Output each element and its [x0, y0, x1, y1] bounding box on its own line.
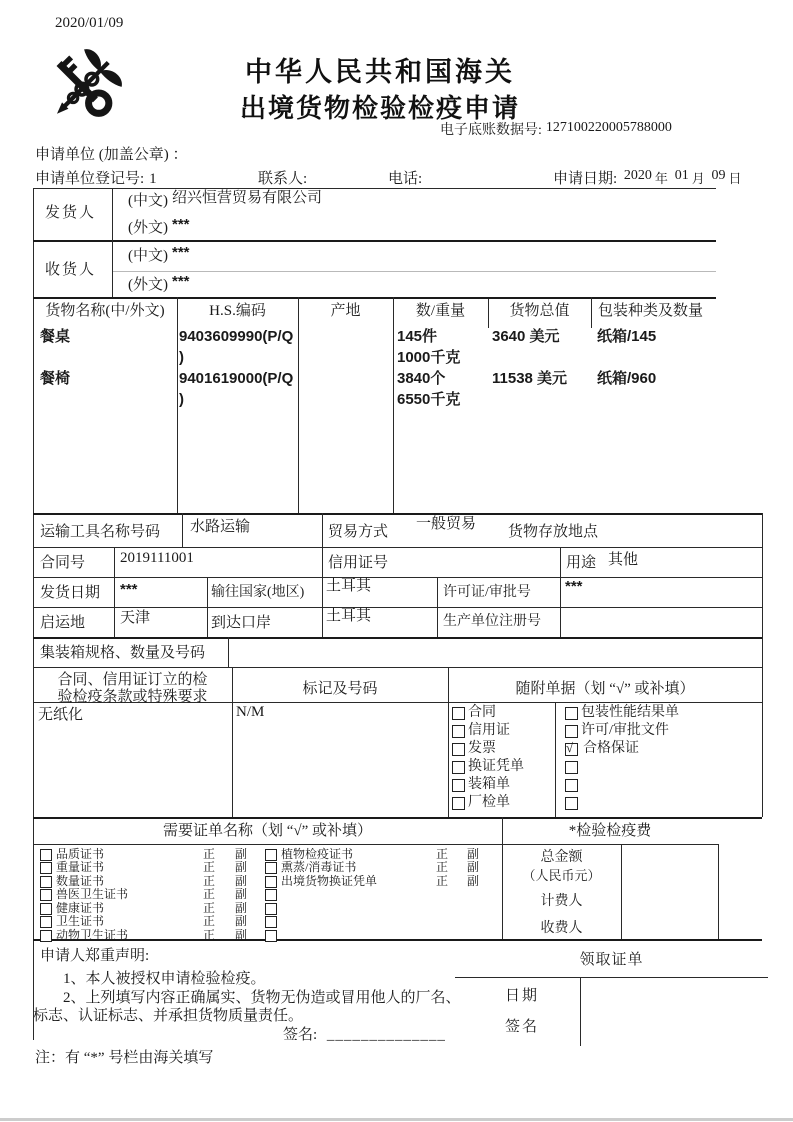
cert-copy: 副	[235, 901, 248, 915]
cert-label: 重量证书	[56, 860, 105, 874]
goods-quantity: 3840个	[397, 370, 446, 387]
clause-header-line1: 合同、信用证订立的检	[57, 672, 208, 688]
table-line	[207, 577, 208, 637]
table-line	[33, 939, 762, 941]
consignor-fn-value: ***	[172, 216, 190, 233]
checkbox-label: 合格保证	[583, 741, 639, 756]
table-line	[182, 513, 183, 547]
checkbox-empty	[265, 889, 277, 901]
cert-copy: 副	[235, 860, 248, 874]
cert-copy: 副	[467, 860, 480, 874]
departure-label: 启运地	[40, 615, 86, 631]
checkbox-factory-inspection	[452, 797, 465, 810]
cert-label: 植物检疫证书	[281, 847, 354, 861]
window-bottom-edge	[0, 1118, 793, 1121]
table-line	[33, 547, 762, 548]
consignor-label: 发货人	[45, 205, 97, 221]
table-line	[437, 577, 438, 637]
declaration-line2: 2、上列填写内容正确属实、货物无伪造或冒用他人的厂名、	[63, 990, 461, 1006]
checkbox-label: 许可/审批文件	[581, 723, 669, 738]
consignor-cn-row	[128, 192, 322, 210]
checkbox-empty	[265, 916, 277, 928]
table-line	[33, 577, 762, 578]
table-line	[455, 977, 768, 978]
trade-mode-label: 贸易方式	[328, 524, 389, 540]
consignee-cn-value: ***	[172, 244, 190, 261]
cert-original: 正	[203, 887, 216, 901]
checkbox-sanitary-cert	[40, 916, 52, 928]
attached-docs-header: 随附单据（划 “√” 或补填）	[515, 681, 695, 697]
ship-date-label: 发货日期	[40, 585, 101, 601]
cert-label: 兽医卫生证书	[56, 887, 129, 901]
cert-copy: 副	[467, 874, 480, 888]
vehicle-label: 运输工具名称号码	[40, 524, 161, 540]
checkbox-exit-exchange-voucher	[265, 876, 277, 888]
application-date-day: 09	[711, 168, 726, 183]
checkbox-empty	[565, 761, 578, 774]
checkbox-packaging-result	[565, 707, 578, 720]
permit-no-label: 许可证/审批号	[443, 585, 531, 600]
container-spec-label: 集装箱规格、数量及号码	[40, 645, 206, 661]
arrival-port-value: 土耳其	[326, 608, 372, 624]
applicant-reg-value: 1	[149, 171, 157, 187]
checkbox-invoice	[452, 743, 465, 756]
phone-label: 电话:	[388, 171, 423, 187]
cert-label: 数量证书	[56, 874, 105, 888]
fee-collector-label: 收费人	[540, 921, 583, 936]
footnote: 注：有 “*” 号栏由海关填写	[35, 1050, 214, 1066]
ledger-number-row	[440, 120, 672, 140]
chinese-name-label: (中文)	[128, 193, 168, 209]
consignor-fn-row	[128, 216, 190, 237]
checkbox-vet-health-cert	[40, 889, 52, 901]
checkbox-label: 装箱单	[468, 777, 510, 792]
table-line	[718, 844, 719, 939]
checkbox-label: 厂检单	[468, 795, 510, 810]
checkbox-mark: √	[566, 740, 574, 755]
checkbox-quality-cert	[40, 849, 52, 861]
table-line	[393, 297, 394, 513]
application-date-label: 申请日期:	[553, 171, 618, 187]
fee-header: *检验检疫费	[568, 823, 652, 839]
table-line	[228, 637, 229, 667]
receipt-sign-label: 签名	[505, 1019, 540, 1035]
cert-original: 正	[203, 847, 216, 861]
cert-original: 正	[203, 928, 216, 942]
declaration-line1: 1、本人被授权申请检验检疫。	[63, 971, 266, 987]
trade-mode-value: 一般贸易	[416, 516, 477, 532]
cert-copy: 副	[235, 847, 248, 861]
checkbox-label: 换证凭单	[468, 759, 524, 774]
cert-copy: 副	[235, 887, 248, 901]
departure-value: 天津	[120, 610, 151, 626]
goods-hs-code-cont: )	[179, 349, 184, 366]
ledger-number-label: 电子底账数据号:	[440, 123, 542, 138]
month-unit: 月	[691, 171, 705, 186]
table-line	[177, 297, 178, 513]
cert-original: 正	[203, 914, 216, 928]
permit-no-value: ***	[565, 578, 583, 595]
checkbox-label: 信用证	[468, 723, 510, 738]
cert-original: 正	[203, 860, 216, 874]
cert-label: 熏蒸/消毒证书	[281, 860, 357, 874]
usage-value: 其他	[608, 552, 639, 568]
chinese-name-label: (中文)	[128, 248, 168, 264]
goods-col-origin: 产地	[330, 303, 361, 319]
cert-label: 出境货物换证凭单	[281, 874, 378, 888]
goods-total-value: 11538 美元	[492, 370, 568, 387]
customs-emblem-icon	[44, 47, 122, 129]
checkbox-empty	[265, 930, 277, 942]
consignee-fn-row	[128, 273, 190, 294]
goods-col-value: 货物总值	[509, 303, 570, 319]
signature-row	[283, 1026, 446, 1044]
cert-label: 品质证书	[56, 847, 105, 861]
table-line	[560, 547, 561, 637]
table-line	[33, 240, 716, 242]
table-line	[112, 271, 716, 272]
goods-name: 餐椅	[40, 370, 71, 387]
checkbox-label: 包装性能结果单	[581, 705, 679, 720]
checkbox-empty	[565, 797, 578, 810]
application-date-row	[553, 170, 741, 189]
checkbox-phyto-cert	[265, 849, 277, 861]
cert-original: 正	[436, 847, 449, 861]
table-line	[322, 547, 323, 637]
checkbox-empty	[565, 779, 578, 792]
producer-reg-label: 生产单位注册号	[443, 614, 541, 629]
lc-no-label: 信用证号	[328, 555, 389, 571]
goods-packing: 纸箱/960	[597, 370, 657, 387]
table-line	[33, 637, 762, 639]
day-unit: 日	[728, 171, 742, 186]
consignee-cn-row	[128, 244, 190, 265]
goods-col-name: 货物名称(中/外文)	[45, 303, 165, 319]
marks-value: N/M	[236, 704, 265, 720]
table-line	[621, 844, 622, 939]
table-line	[33, 297, 716, 299]
goods-col-hs: H.S.编码	[209, 303, 266, 319]
table-line	[33, 607, 762, 608]
declaration-line3: 标志、认证标志、并承担货物质量责任。	[33, 1008, 304, 1024]
checkbox-conformity-guarantee	[565, 740, 578, 756]
cert-label: 健康证书	[56, 901, 105, 915]
form-title-line2: 出境货物检验检疫申请	[239, 93, 520, 123]
cert-copy: 副	[235, 914, 248, 928]
ledger-number-value: 127100220005788000	[545, 120, 672, 135]
receipt-title: 领取证单	[579, 952, 644, 968]
applicant-reg-label: 申请单位登记号:	[35, 171, 145, 187]
clause-header-line2: 验检疫条款或特殊要求	[57, 689, 208, 705]
table-line	[322, 513, 323, 547]
goods-packing: 纸箱/145	[597, 328, 657, 345]
receipt-date-label: 日期	[505, 988, 540, 1004]
cert-original: 正	[203, 901, 216, 915]
declaration-title: 申请人郑重声明:	[40, 948, 150, 964]
goods-quantity: 145件	[397, 328, 438, 345]
applicant-unit-label: 申请单位 (加盖公章) ：	[35, 147, 188, 163]
foreign-name-label: (外文)	[128, 220, 168, 236]
table-line	[114, 547, 115, 637]
dest-country-value: 土耳其	[326, 578, 372, 594]
arrival-port-label: 到达口岸	[211, 615, 272, 631]
clause-value: 无纸化	[38, 707, 84, 723]
dest-country-label: 输往国家(地区)	[211, 585, 305, 600]
storage-label: 货物存放地点	[508, 524, 599, 540]
table-line	[580, 977, 581, 1046]
goods-weight: 6550千克	[397, 391, 461, 408]
table-right-border	[762, 513, 763, 817]
signature-line: ______________	[326, 1027, 446, 1043]
checkbox-fumigation-cert	[265, 862, 277, 874]
vehicle-value: 水路运输	[190, 519, 251, 535]
table-line	[33, 188, 716, 189]
cert-original: 正	[436, 860, 449, 874]
table-line	[33, 817, 762, 819]
table-line	[33, 667, 762, 668]
goods-hs-code: 9401619000(P/Q	[179, 370, 294, 387]
fee-total-label: 总金额	[540, 850, 583, 865]
table-line	[591, 297, 592, 328]
table-line	[33, 844, 718, 845]
application-date-month: 01	[674, 168, 689, 183]
checkbox-contract	[452, 707, 465, 720]
checkbox-label: 合同	[468, 705, 496, 720]
contract-no-value: 2019111001	[120, 550, 194, 566]
form-title-line1: 中华人民共和国海关	[245, 57, 515, 87]
checkbox-permit-docs	[565, 725, 578, 738]
checkbox-weight-cert	[40, 862, 52, 874]
contract-no-label: 合同号	[40, 555, 86, 571]
checkbox-packing-list	[452, 779, 465, 792]
certs-header: 需要证单名称（划 “√” 或补填）	[162, 823, 373, 839]
consignee-label: 收货人	[45, 262, 97, 278]
fee-calculator-label: 计费人	[540, 894, 583, 909]
signature-label: 签名:	[283, 1027, 318, 1043]
ship-date-value: ***	[120, 581, 138, 598]
goods-hs-code-cont: )	[179, 391, 184, 408]
usage-label: 用途	[566, 555, 597, 571]
goods-col-qty: 数/重量	[415, 303, 466, 319]
checkbox-animal-health-cert	[40, 930, 52, 942]
table-line	[112, 188, 113, 297]
checkbox-quantity-cert	[40, 876, 52, 888]
goods-weight: 1000千克	[397, 349, 461, 366]
cert-label: 动物卫生证书	[56, 928, 129, 942]
goods-hs-code: 9403609990(P/Q	[179, 328, 294, 345]
fee-currency-label: （人民币元）	[522, 868, 601, 883]
checkbox-exchange-voucher	[452, 761, 465, 774]
cert-original: 正	[436, 874, 449, 888]
application-date-year: 2020	[623, 168, 652, 183]
goods-total-value: 3640 美元	[492, 328, 560, 345]
cert-copy: 副	[235, 928, 248, 942]
year-unit: 年	[654, 171, 668, 186]
consignor-cn-value: 绍兴恒营贸易有限公司	[172, 190, 323, 206]
foreign-name-label: (外文)	[128, 277, 168, 293]
goods-col-pack: 包装种类及数量	[598, 303, 704, 319]
consignee-fn-value: ***	[172, 273, 190, 290]
table-line	[555, 702, 556, 817]
checkbox-letter-of-credit	[452, 725, 465, 738]
table-line	[33, 513, 762, 515]
marks-header: 标记及号码	[302, 681, 378, 697]
cert-original: 正	[203, 874, 216, 888]
contact-label: 联系人:	[258, 171, 308, 187]
applicant-reg-row	[35, 170, 157, 188]
cert-copy: 副	[467, 847, 480, 861]
cert-copy: 副	[235, 874, 248, 888]
table-line	[298, 297, 299, 513]
goods-name: 餐桌	[40, 328, 71, 345]
checkbox-health-cert	[40, 903, 52, 915]
checkbox-empty	[265, 903, 277, 915]
print-date: 2020/01/09	[55, 15, 124, 31]
cert-label: 卫生证书	[56, 914, 105, 928]
checkbox-label: 发票	[468, 741, 496, 756]
